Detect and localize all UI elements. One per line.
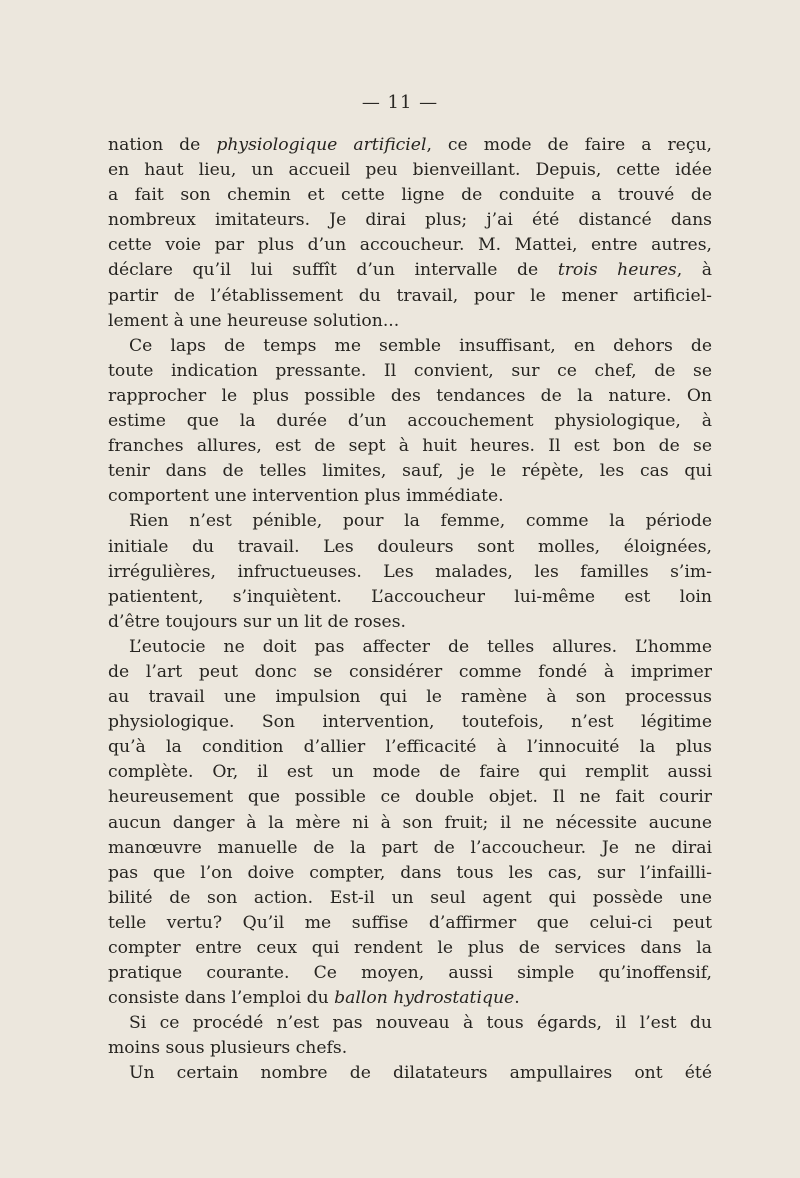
- text-line: [108, 384, 712, 409]
- text-run: , à: [676, 260, 712, 281]
- text-line: [108, 886, 712, 911]
- paragraph: [108, 1061, 712, 1086]
- text-run: a fait son chemin et cette ligne de conduite a trouvé de: [108, 185, 712, 206]
- text-line: [108, 610, 712, 635]
- text-run: manœuvre manuelle de la part de l’accoucheur. Je ne dirai: [108, 837, 712, 858]
- text-run: toute indication pressante. Il convient, sur ce chef, de se: [108, 360, 712, 381]
- text-line: [108, 936, 712, 961]
- text-line: [108, 258, 712, 283]
- text-line: [108, 986, 712, 1011]
- text-run: déclare qu’il lui suffît d’un intervalle de: [108, 260, 558, 281]
- text-line: [108, 334, 712, 359]
- italic-term: ballon hydrostatique: [334, 988, 515, 1009]
- text-line: [108, 811, 712, 836]
- paragraph: [108, 334, 712, 510]
- text-line: [108, 710, 712, 735]
- text-line: [108, 1036, 712, 1061]
- text-line: [108, 183, 712, 208]
- text-line: [108, 459, 712, 484]
- text-line: [108, 535, 712, 560]
- text-run: qu’à la condition d’allier l’efficacité à l’innocuité la plus: [108, 737, 712, 758]
- text-line: [108, 434, 712, 459]
- text-line: [108, 635, 712, 660]
- text-run: bilité de son action. Est-il un seul agent qui possède une: [108, 887, 712, 908]
- text-run: de l’art peut donc se considérer comme fondé à imprimer: [108, 661, 712, 682]
- text-run: compter entre ceux qui rendent le plus de services dans la: [108, 938, 712, 958]
- text-line: [108, 484, 712, 509]
- text-run: patientent, s’inquiètent. L’accoucheur lui-même est loin: [108, 586, 712, 607]
- text-line: [108, 158, 712, 183]
- text-run: cette voie par plus d’un accoucheur. M. Mattei, entre autres,: [108, 235, 712, 256]
- text-line: [108, 208, 712, 233]
- text-line: [108, 911, 712, 936]
- text-run: comportent une intervention plus immédiate.: [108, 486, 504, 507]
- italic-term: physiologique artificiel: [216, 135, 427, 155]
- text-line: [108, 560, 712, 585]
- text-run: pas que l’on doive compter, dans tous les cas, sur l’infailli-: [108, 862, 712, 883]
- paragraph: [108, 133, 712, 334]
- text-run: aucun danger à la mère ni à son fruit; il ne nécessite aucune: [108, 812, 712, 833]
- text-run: d’être toujours sur un lit de roses.: [108, 611, 406, 632]
- text-run: initiale du travail. Les douleurs sont molles, éloignées,: [108, 536, 712, 557]
- paragraph: [108, 509, 712, 634]
- text-run: au travail une impulsion qui le ramène à son processus: [108, 687, 712, 708]
- text-run: heureusement que possible ce double objet. Il ne fait courir: [108, 787, 712, 808]
- text-run: nation de: [108, 135, 217, 155]
- text-line: [108, 284, 712, 309]
- text-line: [108, 836, 712, 861]
- text-run: complète. Or, il est un mode de faire qui remplit aussi: [108, 762, 712, 783]
- text-run: pratique courante. Ce moyen, aussi simple qu’inoffensif,: [108, 963, 712, 984]
- text-line: [108, 409, 712, 434]
- text-run: , ce mode de faire a reçu,: [426, 135, 712, 155]
- text-run: rapprocher le plus possible des tendances de la nature. On: [108, 385, 712, 406]
- text-run: telle vertu? Qu’il me suffise d’affirmer que celui-ci peut: [108, 912, 712, 933]
- text-line: [108, 309, 712, 334]
- text-run: Un certain nombre de dilatateurs ampullaires ont été: [129, 1063, 712, 1084]
- text-line: [108, 861, 712, 886]
- text-line: [108, 961, 712, 986]
- text-line: [108, 735, 712, 760]
- paragraph: [108, 635, 712, 1011]
- text-run: Ce laps de temps me semble insuffisant, en dehors de: [129, 335, 712, 356]
- text-run: Si ce procédé n’est pas nouveau à tous égards, il l’est du: [129, 1013, 712, 1034]
- text-run: nombreux imitateurs. Je dirai plus; j’ai été distancé dans: [108, 210, 712, 231]
- text-line: [108, 1011, 712, 1036]
- text-run: Rien n’est pénible, pour la femme, comme la période: [129, 511, 712, 532]
- text-run: partir de l’établissement du travail, pour le mener artificiel-: [108, 285, 712, 306]
- text-line: [108, 685, 712, 710]
- text-run: .: [514, 988, 520, 1009]
- text-run: irrégulières, infructueuses. Les malades, les familles s’im-: [108, 561, 712, 582]
- text-run: lement à une heureuse solution...: [108, 310, 400, 331]
- text-line: [108, 1061, 712, 1086]
- page-number: — 11 —: [361, 92, 439, 113]
- text-run: L’eutocie ne doit pas affecter de telles allures. L’homme: [129, 636, 712, 657]
- text-run: physiologique. Son intervention, toutefois, n’est légitime: [108, 712, 712, 733]
- text-line: [108, 359, 712, 384]
- text-line: [108, 233, 712, 258]
- text-line: [108, 585, 712, 610]
- text-line: [108, 785, 712, 810]
- text-run: estime que la durée d’un accouchement physiologique, à: [108, 411, 712, 432]
- text-line: [108, 660, 712, 685]
- text-run: franches allures, est de sept à huit heures. Il est bon de se: [108, 436, 712, 457]
- text-run: consiste dans l’emploi du: [108, 988, 335, 1009]
- text-run: tenir dans de telles limites, sauf, je le répète, les cas qui: [108, 461, 712, 482]
- text-run: en haut lieu, un accueil peu bienveillant. Depuis, cette idée: [108, 160, 712, 181]
- italic-term: trois heures: [557, 260, 677, 281]
- text-line: [108, 760, 712, 785]
- text-line: [108, 133, 712, 158]
- text-run: moins sous plusieurs chefs.: [108, 1038, 348, 1059]
- body-text: [108, 133, 712, 1087]
- text-line: [108, 509, 712, 534]
- paragraph: [108, 1011, 712, 1061]
